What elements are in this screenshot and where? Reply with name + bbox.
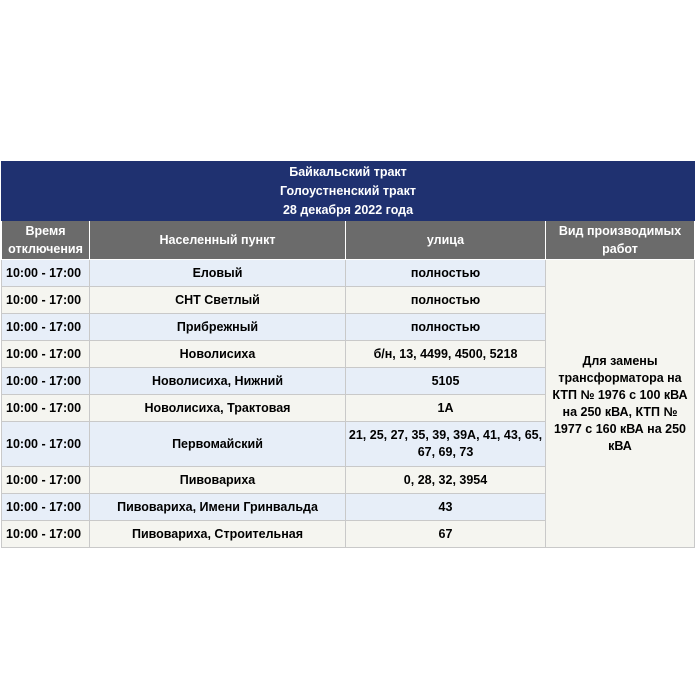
row-street: полностью — [346, 314, 546, 341]
title-line-2: Голоустненский тракт — [280, 183, 416, 198]
row-street: 5105 — [346, 368, 546, 395]
row-locality: Пивовариха, Имени Гринвальда — [90, 494, 346, 521]
row-time: 10:00 - 17:00 — [2, 314, 90, 341]
column-header-row — [2, 221, 695, 260]
row-time: 10:00 - 17:00 — [2, 395, 90, 422]
header-street: улица — [346, 221, 546, 260]
row-locality: Прибрежный — [90, 314, 346, 341]
table-title — [2, 162, 695, 221]
header-time-line-1: Время — [25, 224, 66, 238]
row-time: 10:00 - 17:00 — [2, 521, 90, 548]
row-time: 10:00 - 17:00 — [2, 260, 90, 287]
row-locality: Новолисиха, Нижний — [90, 368, 346, 395]
row-street: полностью — [346, 287, 546, 314]
row-locality: Новолисиха — [90, 341, 346, 368]
outage-schedule-table — [1, 161, 695, 548]
row-locality: Новолисиха, Трактовая — [90, 395, 346, 422]
row-street: полностью — [346, 260, 546, 287]
row-street: 67 — [346, 521, 546, 548]
row-time: 10:00 - 17:00 — [2, 467, 90, 494]
title-line-3: 28 декабря 2022 года — [282, 202, 414, 217]
header-time — [2, 221, 90, 260]
row-time: 10:00 - 17:00 — [2, 422, 90, 467]
header-time-line-2: отключения — [8, 242, 83, 256]
table-row — [2, 260, 695, 287]
row-time: 10:00 - 17:00 — [2, 494, 90, 521]
row-street: б/н, 13, 4499, 4500, 5218 — [346, 341, 546, 368]
row-locality: Еловый — [90, 260, 346, 287]
row-time: 10:00 - 17:00 — [2, 287, 90, 314]
header-work — [546, 221, 695, 260]
row-time: 10:00 - 17:00 — [2, 368, 90, 395]
row-street: 1А — [346, 395, 546, 422]
row-time: 10:00 - 17:00 — [2, 341, 90, 368]
header-work-line-2: работ — [602, 242, 638, 256]
row-locality: Пивовариха, Строительная — [90, 521, 346, 548]
header-locality: Населенный пункт — [90, 221, 346, 260]
work-description: Для замены трансформатора на КТП № 1976 с 100 кВА на 250 кВА, КТП № 1977 с 160 кВА на 250 кВА — [546, 260, 695, 548]
row-street: 21, 25, 27, 35, 39, 39А, 41, 43, 65, 67, 69, 73 — [346, 422, 546, 467]
row-locality: Пивовариха — [90, 467, 346, 494]
title-line-1: Байкальский тракт — [289, 164, 407, 179]
row-locality: СНТ Светлый — [90, 287, 346, 314]
row-locality: Первомайский — [90, 422, 346, 467]
header-work-line-1: Вид производимых — [558, 224, 682, 238]
row-street: 43 — [346, 494, 546, 521]
row-street: 0, 28, 32, 3954 — [346, 467, 546, 494]
title-row — [2, 162, 695, 221]
